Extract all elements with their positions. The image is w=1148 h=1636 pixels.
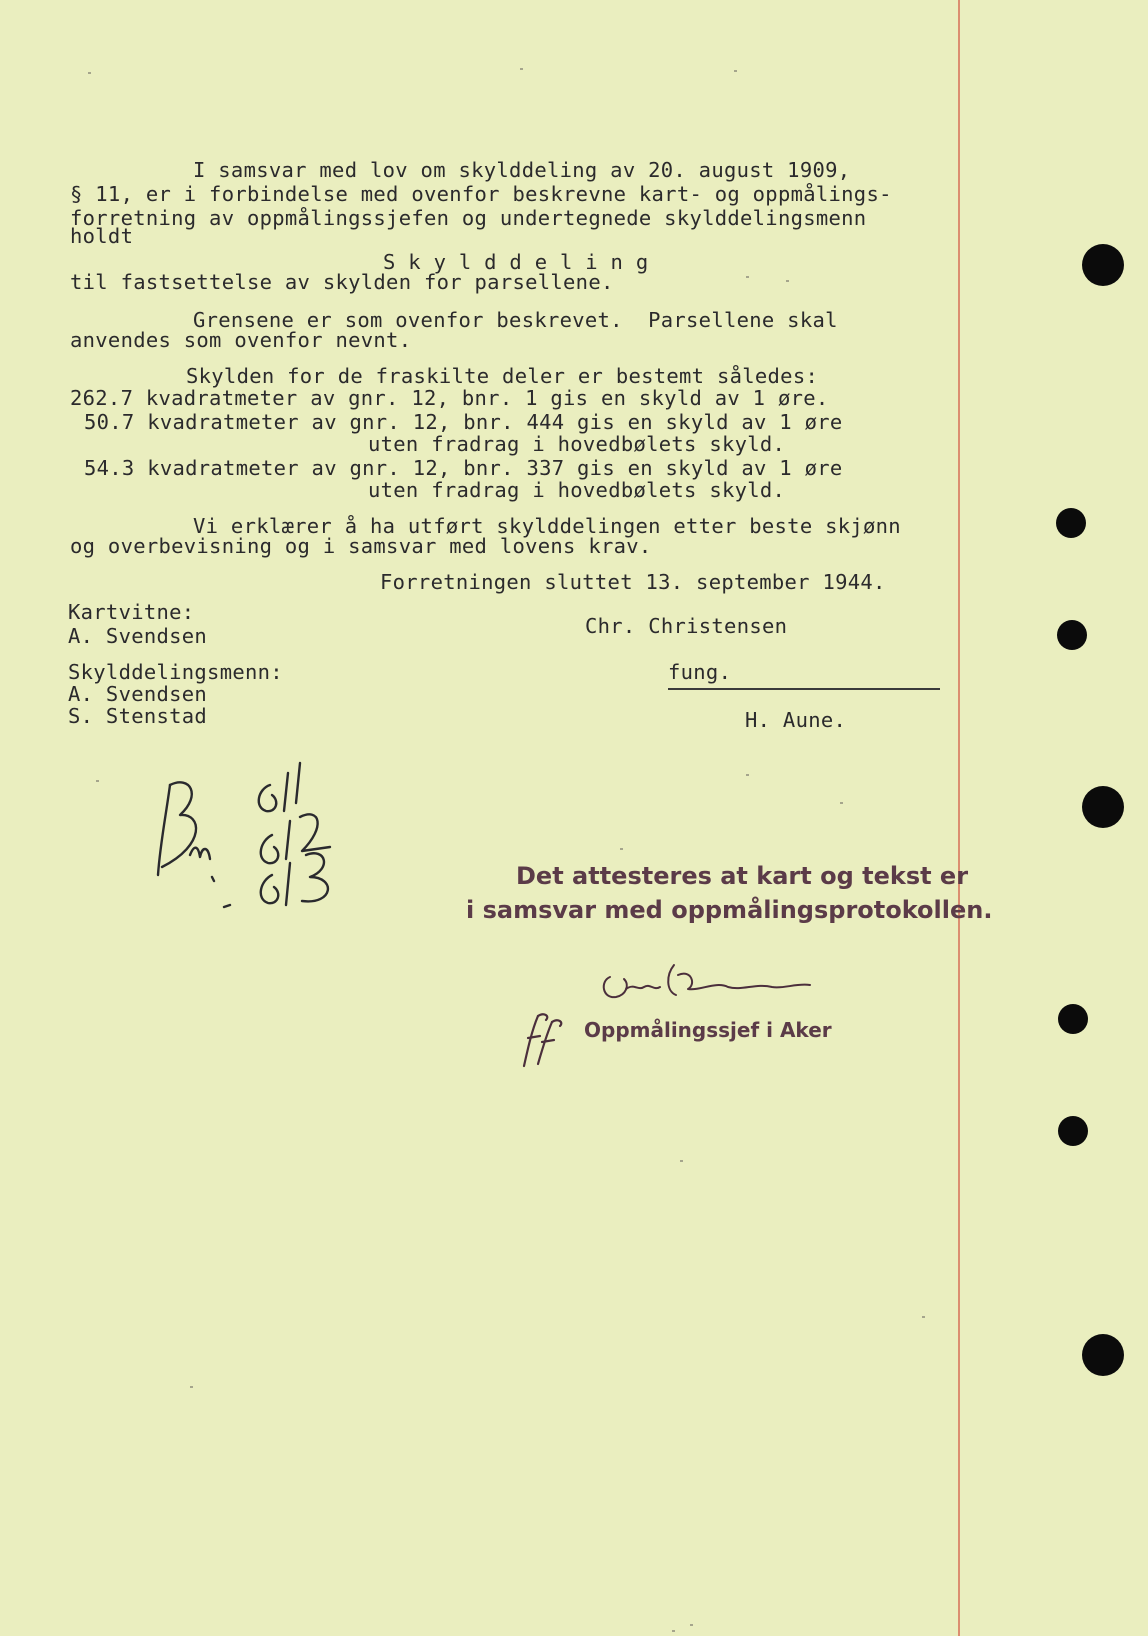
stamp-signature: [596, 955, 826, 1010]
body-line: uten fradrag i hovedbølets skyld.: [368, 478, 786, 502]
body-line: Skylden for de fraskilte deler er bestemt således:: [186, 364, 819, 388]
signer-name: H. Aune.: [745, 708, 847, 732]
speck: [734, 70, 737, 72]
punch-hole: [1082, 244, 1124, 286]
speck: [746, 276, 749, 278]
speck: [88, 72, 91, 74]
speck: [620, 848, 623, 850]
handwritten-note: [150, 755, 370, 925]
punch-hole: [1056, 508, 1086, 538]
speck: [520, 68, 523, 70]
section-heading: S k y l d d e l i n g: [383, 250, 649, 274]
body-line: Vi erklærer å ha utført skylddelingen etter beste skjønn: [193, 514, 901, 538]
attestation-stamp-line: Det attesteres at kart og tekst er: [516, 862, 969, 890]
body-line: 262.7 kvadratmeter av gnr. 12, bnr. 1 gis en skyld av 1 øre.: [70, 386, 829, 410]
ff-initials: [518, 1010, 578, 1070]
signature-rule: [668, 688, 940, 690]
punch-hole: [1058, 1116, 1088, 1146]
body-line: og overbevisning og i samsvar med lovens krav.: [70, 534, 652, 558]
speck: [840, 802, 843, 804]
margin-rule: [958, 0, 960, 1636]
body-line: anvendes som ovenfor nevnt.: [70, 328, 412, 352]
body-line: 50.7 kvadratmeter av gnr. 12, bnr. 444 gis en skyld av 1 øre: [84, 410, 843, 434]
body-line: holdt: [70, 224, 134, 248]
speck: [96, 780, 99, 782]
body-line: uten fradrag i hovedbølets skyld.: [368, 432, 786, 456]
skylddelingsmenn-name: A. Svendsen: [68, 682, 208, 706]
punch-hole: [1058, 1004, 1088, 1034]
speck: [786, 280, 789, 282]
body-line: § 11, er i forbindelse med ovenfor beskrevne kart- og oppmålings-: [70, 182, 892, 206]
speck: [746, 774, 749, 776]
body-line: I samsvar med lov om skylddeling av 20. august 1909,: [193, 158, 851, 182]
body-line: Forretningen sluttet 13. september 1944.: [380, 570, 886, 594]
punch-hole: [1057, 620, 1087, 650]
kartvitne-name: A. Svendsen: [68, 624, 208, 648]
attestation-stamp-line: i samsvar med oppmålingsprotokollen.: [466, 896, 993, 924]
speck: [690, 1624, 693, 1626]
signer-title: fung.: [668, 660, 732, 684]
skylddelingsmenn-name: S. Stenstad: [68, 704, 208, 728]
kartvitne-label: Kartvitne:: [68, 600, 195, 624]
signer-name: Chr. Christensen: [585, 614, 788, 638]
body-line: til fastsettelse av skylden for parsellene.: [70, 270, 614, 294]
punch-hole: [1082, 786, 1124, 828]
speck: [190, 1386, 193, 1388]
body-line: 54.3 kvadratmeter av gnr. 12, bnr. 337 gis en skyld av 1 øre: [84, 456, 843, 480]
body-line: forretning av oppmålingssjefen og undertegnede skylddelingsmenn: [70, 206, 867, 230]
speck: [680, 1160, 683, 1162]
body-line: Grensene er som ovenfor beskrevet. Parsellene skal: [193, 308, 838, 332]
speck: [672, 1630, 675, 1632]
speck: [922, 1316, 925, 1318]
skylddelingsmenn-label: Skylddelingsmenn:: [68, 660, 283, 684]
punch-hole: [1082, 1334, 1124, 1376]
stamp-title: Oppmålingssjef i Aker: [584, 1018, 832, 1042]
